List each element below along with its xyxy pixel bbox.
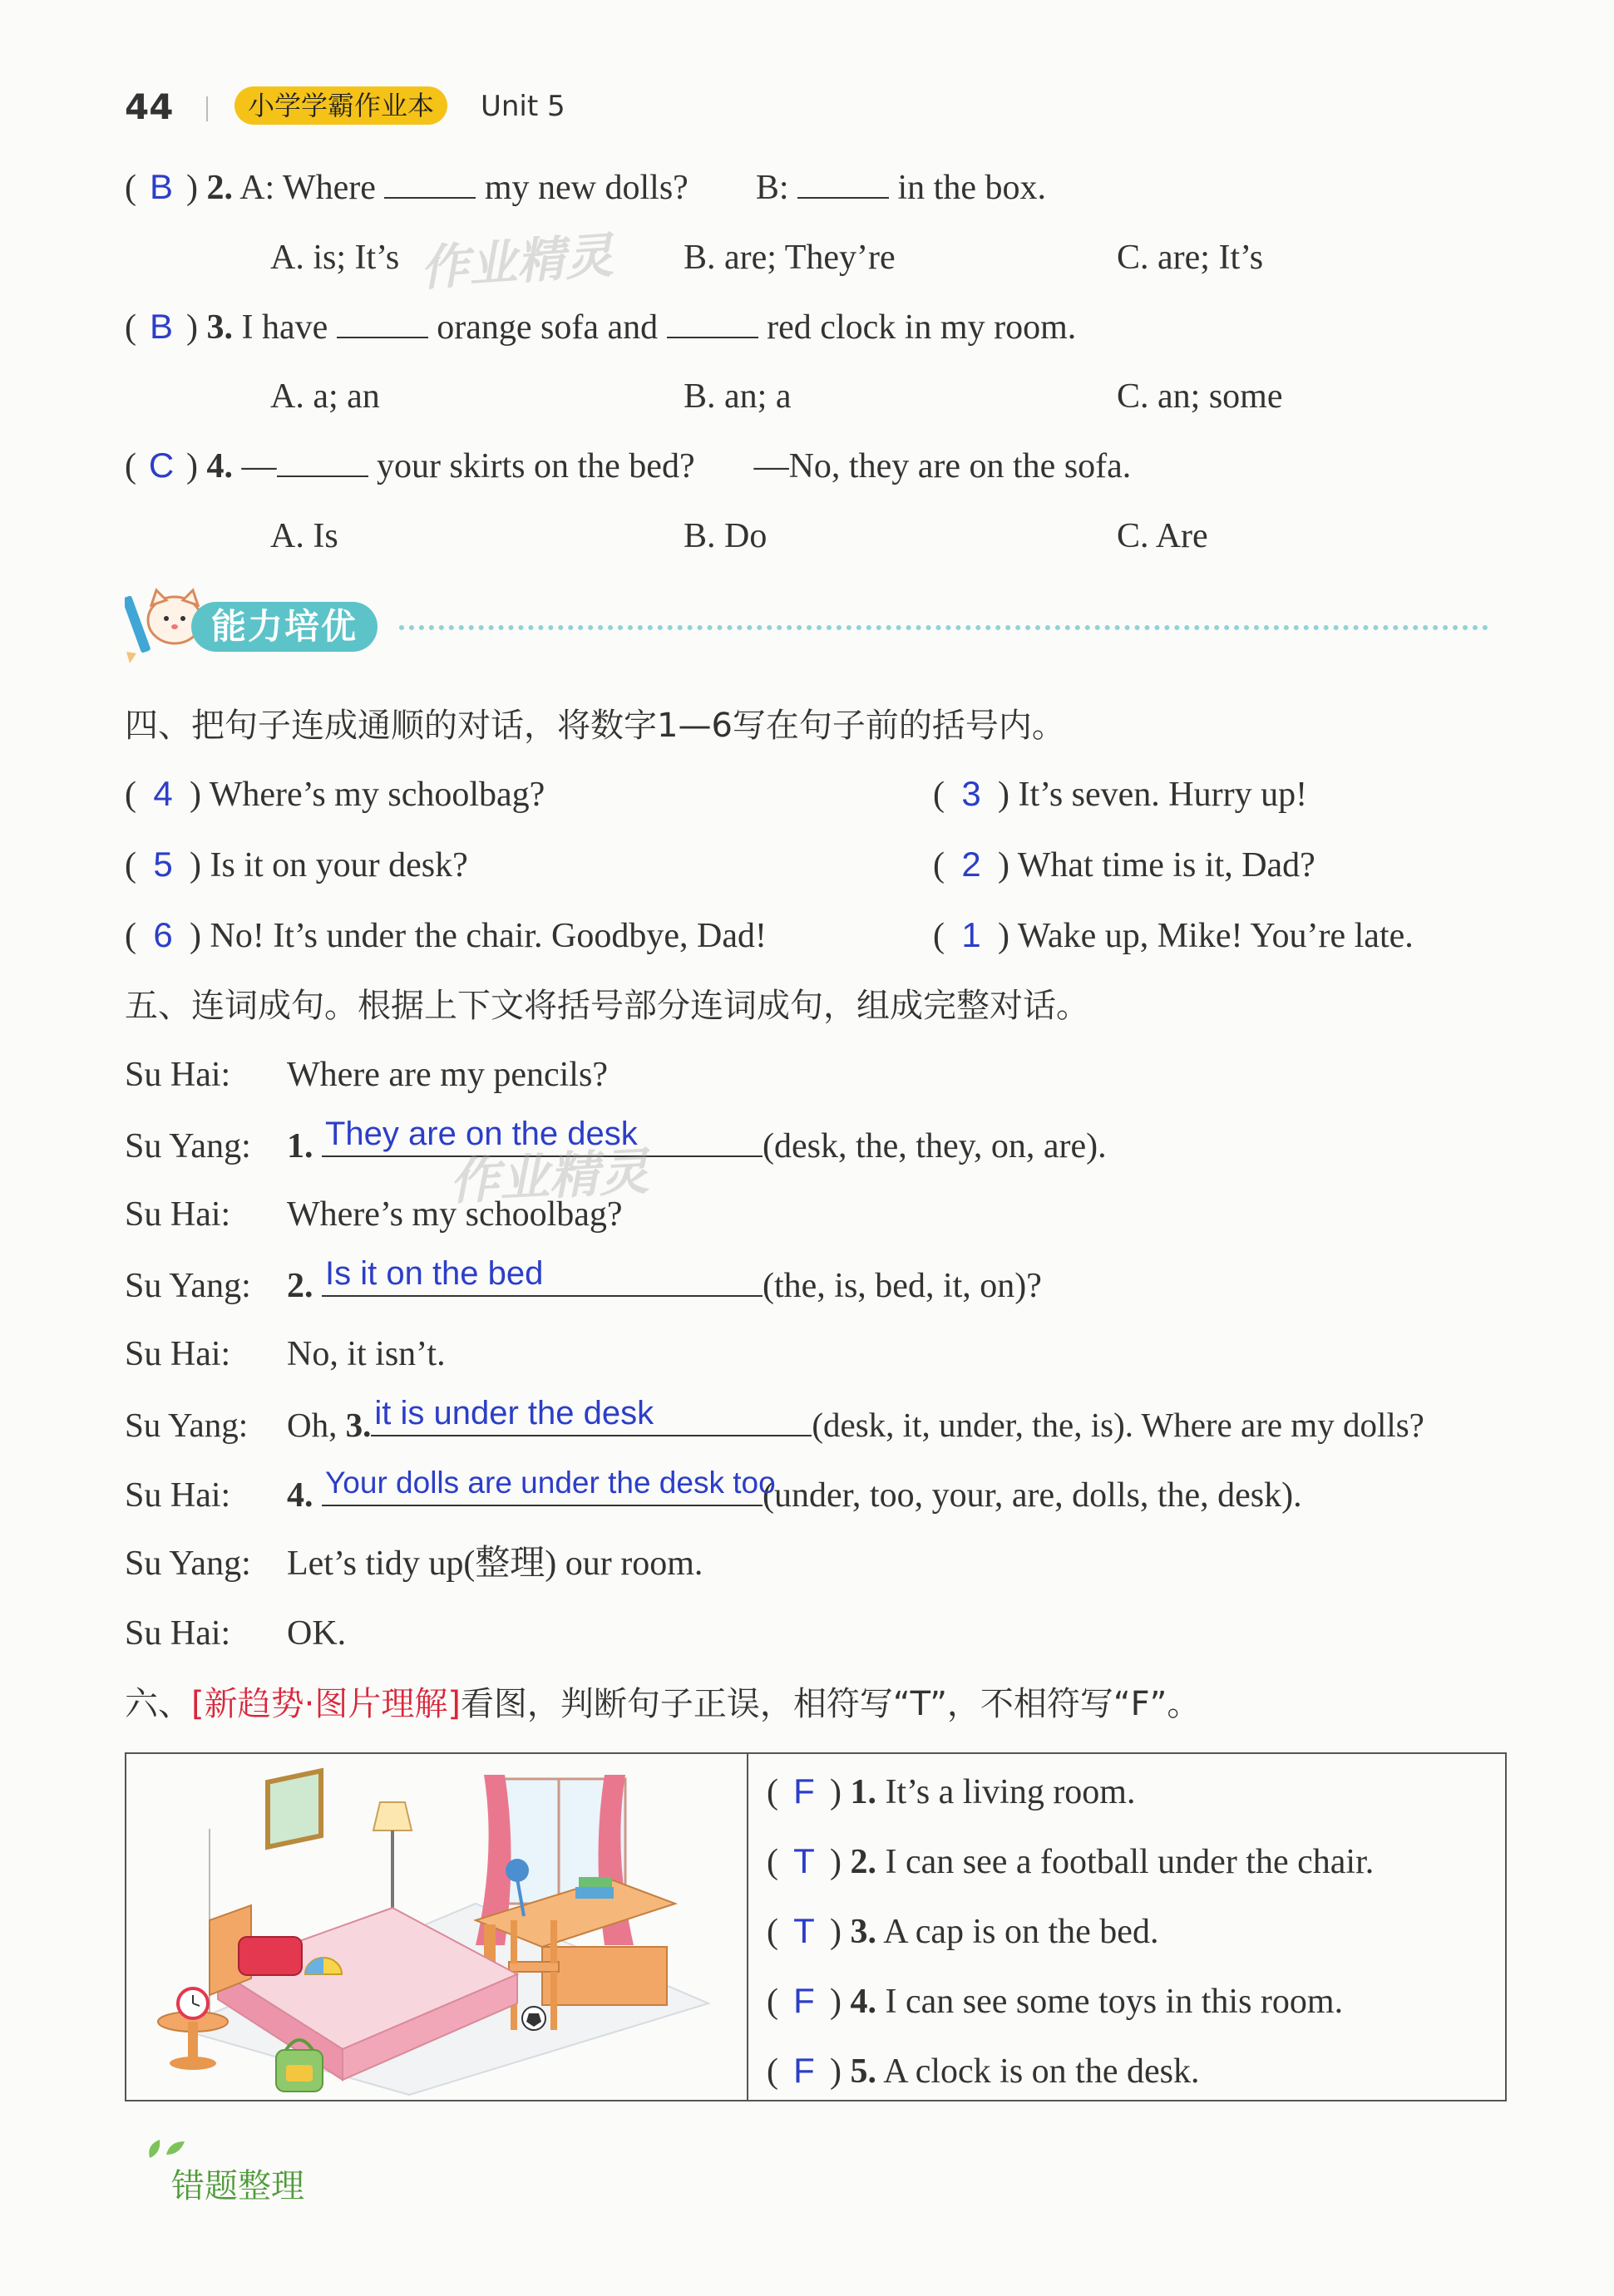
mc-option-3a: A. a; an <box>270 377 380 416</box>
dialog-line-5: Su Hai: No, it isn’t. <box>125 1335 446 1373</box>
sec4-answer: 1 <box>961 915 981 954</box>
tf-item-2: ( T ) 2. I can see a football under the chair. <box>767 1841 1375 1881</box>
speaker: Su Yang: <box>125 1545 251 1583</box>
dialog-line-6: Su Yang: Oh, 3. it is under the desk (desk, it, under, the, is). Where are my dolls? <box>125 1395 1424 1444</box>
banner-dotted-line <box>399 625 1488 630</box>
speaker: Su Hai: <box>125 1056 231 1094</box>
speaker: Su Hai: <box>125 1195 231 1234</box>
picture-question-box <box>125 1752 1507 2101</box>
question-number: 2. <box>206 169 233 207</box>
page-number: 44 <box>125 86 174 127</box>
dialog-line-2: Su Yang: 1. They are on the desk (desk, the, they, on, are). <box>125 1116 1107 1165</box>
dialog-line-1: Su Hai: Where are my pencils? <box>125 1056 608 1094</box>
sec4-answer: 4 <box>153 774 173 813</box>
watermark-2: 作业精灵 <box>447 1142 650 1212</box>
speaker: Su Yang: <box>125 1267 251 1305</box>
watermark: 作业精灵 <box>418 226 615 297</box>
speaker: Su Hai: <box>125 1335 231 1373</box>
header-divider <box>206 96 208 121</box>
section-5-title: 五、连词成句。根据上下文将括号部分连词成句，组成完整对话。 <box>125 987 1089 1025</box>
sec4-right-2: ( 2 ) What time is it, Dad? <box>933 845 1315 884</box>
blank <box>384 167 476 199</box>
leaf-icon <box>141 2136 191 2161</box>
trend-tag: [新趋势·图片理解] <box>191 1685 461 1723</box>
bedroom-illustration <box>126 1754 747 2100</box>
sec4-left-3: ( 6 ) No! It’s under the chair. Goodbye, Dad! <box>125 915 767 955</box>
tf-item-1: ( F ) 1. It’s a living room. <box>767 1771 1136 1811</box>
tf-item-4: ( F ) 4. I can see some toys in this room. <box>767 1981 1344 2021</box>
speaker: Su Yang: <box>125 1406 249 1444</box>
sec4-right-1: ( 3 ) It’s seven. Hurry up! <box>933 774 1308 814</box>
tf-answer: T <box>793 1841 815 1880</box>
question-number: 4. <box>206 447 233 485</box>
book-name-badge: 小学学霸作业本 <box>234 86 447 125</box>
tf-answer: F <box>793 2051 815 2090</box>
sec4-left-2: ( 5 ) Is it on your desk? <box>125 845 468 884</box>
mc-option-2a: A. is; It’s <box>270 239 400 277</box>
mc-option-4a: A. Is <box>270 517 338 555</box>
picture-panel <box>126 1754 748 2100</box>
tf-answer: F <box>793 1981 815 2020</box>
mc-option-3b: B. an; a <box>684 377 792 416</box>
mc-option-4c: C. Are <box>1117 517 1208 555</box>
mc-answer-4: C <box>148 446 175 485</box>
section-banner-label: 能力培优 <box>191 602 378 652</box>
answer-blank-1: They are on the desk <box>322 1124 763 1157</box>
tf-item-5: ( F ) 5. A clock is on the desk. <box>767 2051 1200 2091</box>
dialog-line-9: Su Hai: OK. <box>125 1614 347 1653</box>
sec4-answer: 3 <box>961 774 981 813</box>
mc-option-3c: C. an; some <box>1117 377 1283 416</box>
mc-question-2: ( B ) 2. A: Where my new dolls? B: in the box. <box>125 167 1046 207</box>
sec4-right-3: ( 1 ) Wake up, Mike! You’re late. <box>933 915 1414 955</box>
section-6-title: 六、[新趋势·图片理解]看图，判断句子正误，相符写“T”，不相符写“F”。 <box>125 1685 1201 1723</box>
tf-answer: F <box>793 1771 815 1811</box>
mc-option-2b: B. are; They’re <box>684 239 896 277</box>
mc-option-4b: B. Do <box>684 517 768 555</box>
question-number: 3. <box>206 308 233 347</box>
dialog-line-7: Su Hai: 4. Your dolls are under the desk too (under, too, your, are, dolls, the, desk). <box>125 1466 1302 1515</box>
dialog-line-4: Su Yang: 2. Is it on the bed (the, is, bed, it, on)? <box>125 1255 1042 1305</box>
section-4-title: 四、把句子连成通顺的对话，将数字1—6写在句子前的括号内。 <box>125 707 1065 745</box>
dialog-line-8: Su Yang: Let’s tidy up(整理) our room. <box>125 1545 703 1583</box>
sec4-left-1: ( 4 ) Where’s my schoolbag? <box>125 774 545 814</box>
speaker: Su Hai: <box>125 1476 231 1515</box>
blank <box>797 167 889 199</box>
tf-answer: T <box>793 1911 815 1950</box>
answer-blank-2: Is it on the bed <box>322 1264 763 1297</box>
dialog-line-3: Su Hai: Where’s my schoolbag? <box>125 1195 623 1234</box>
mc-question-3: ( B ) 3. I have orange sofa and red clock in my room. <box>125 307 1077 347</box>
footer-label: 错题整理 <box>171 2167 304 2205</box>
mc-answer-3: B <box>149 307 173 346</box>
tf-item-3: ( T ) 3. A cap is on the bed. <box>767 1911 1159 1951</box>
blank <box>277 446 368 477</box>
sec4-answer: 5 <box>153 845 173 884</box>
unit-label: Unit 5 <box>481 90 565 123</box>
mc-question-4: ( C ) 4. — your skirts on the bed? —No, they are on the sofa. <box>125 446 1132 485</box>
answer-blank-3: it is under the desk <box>371 1403 812 1436</box>
sec4-answer: 6 <box>153 915 173 954</box>
sec4-answer: 2 <box>961 845 981 884</box>
mc-option-2c: C. are; It’s <box>1117 239 1264 277</box>
mc-answer-2: B <box>149 167 173 206</box>
blank <box>667 307 758 338</box>
answer-blank-4: Your dolls are under the desk too <box>322 1473 763 1506</box>
blank <box>337 307 428 338</box>
section-banner <box>125 592 1488 667</box>
speaker: Su Yang: <box>125 1127 251 1165</box>
speaker: Su Hai: <box>125 1614 231 1653</box>
